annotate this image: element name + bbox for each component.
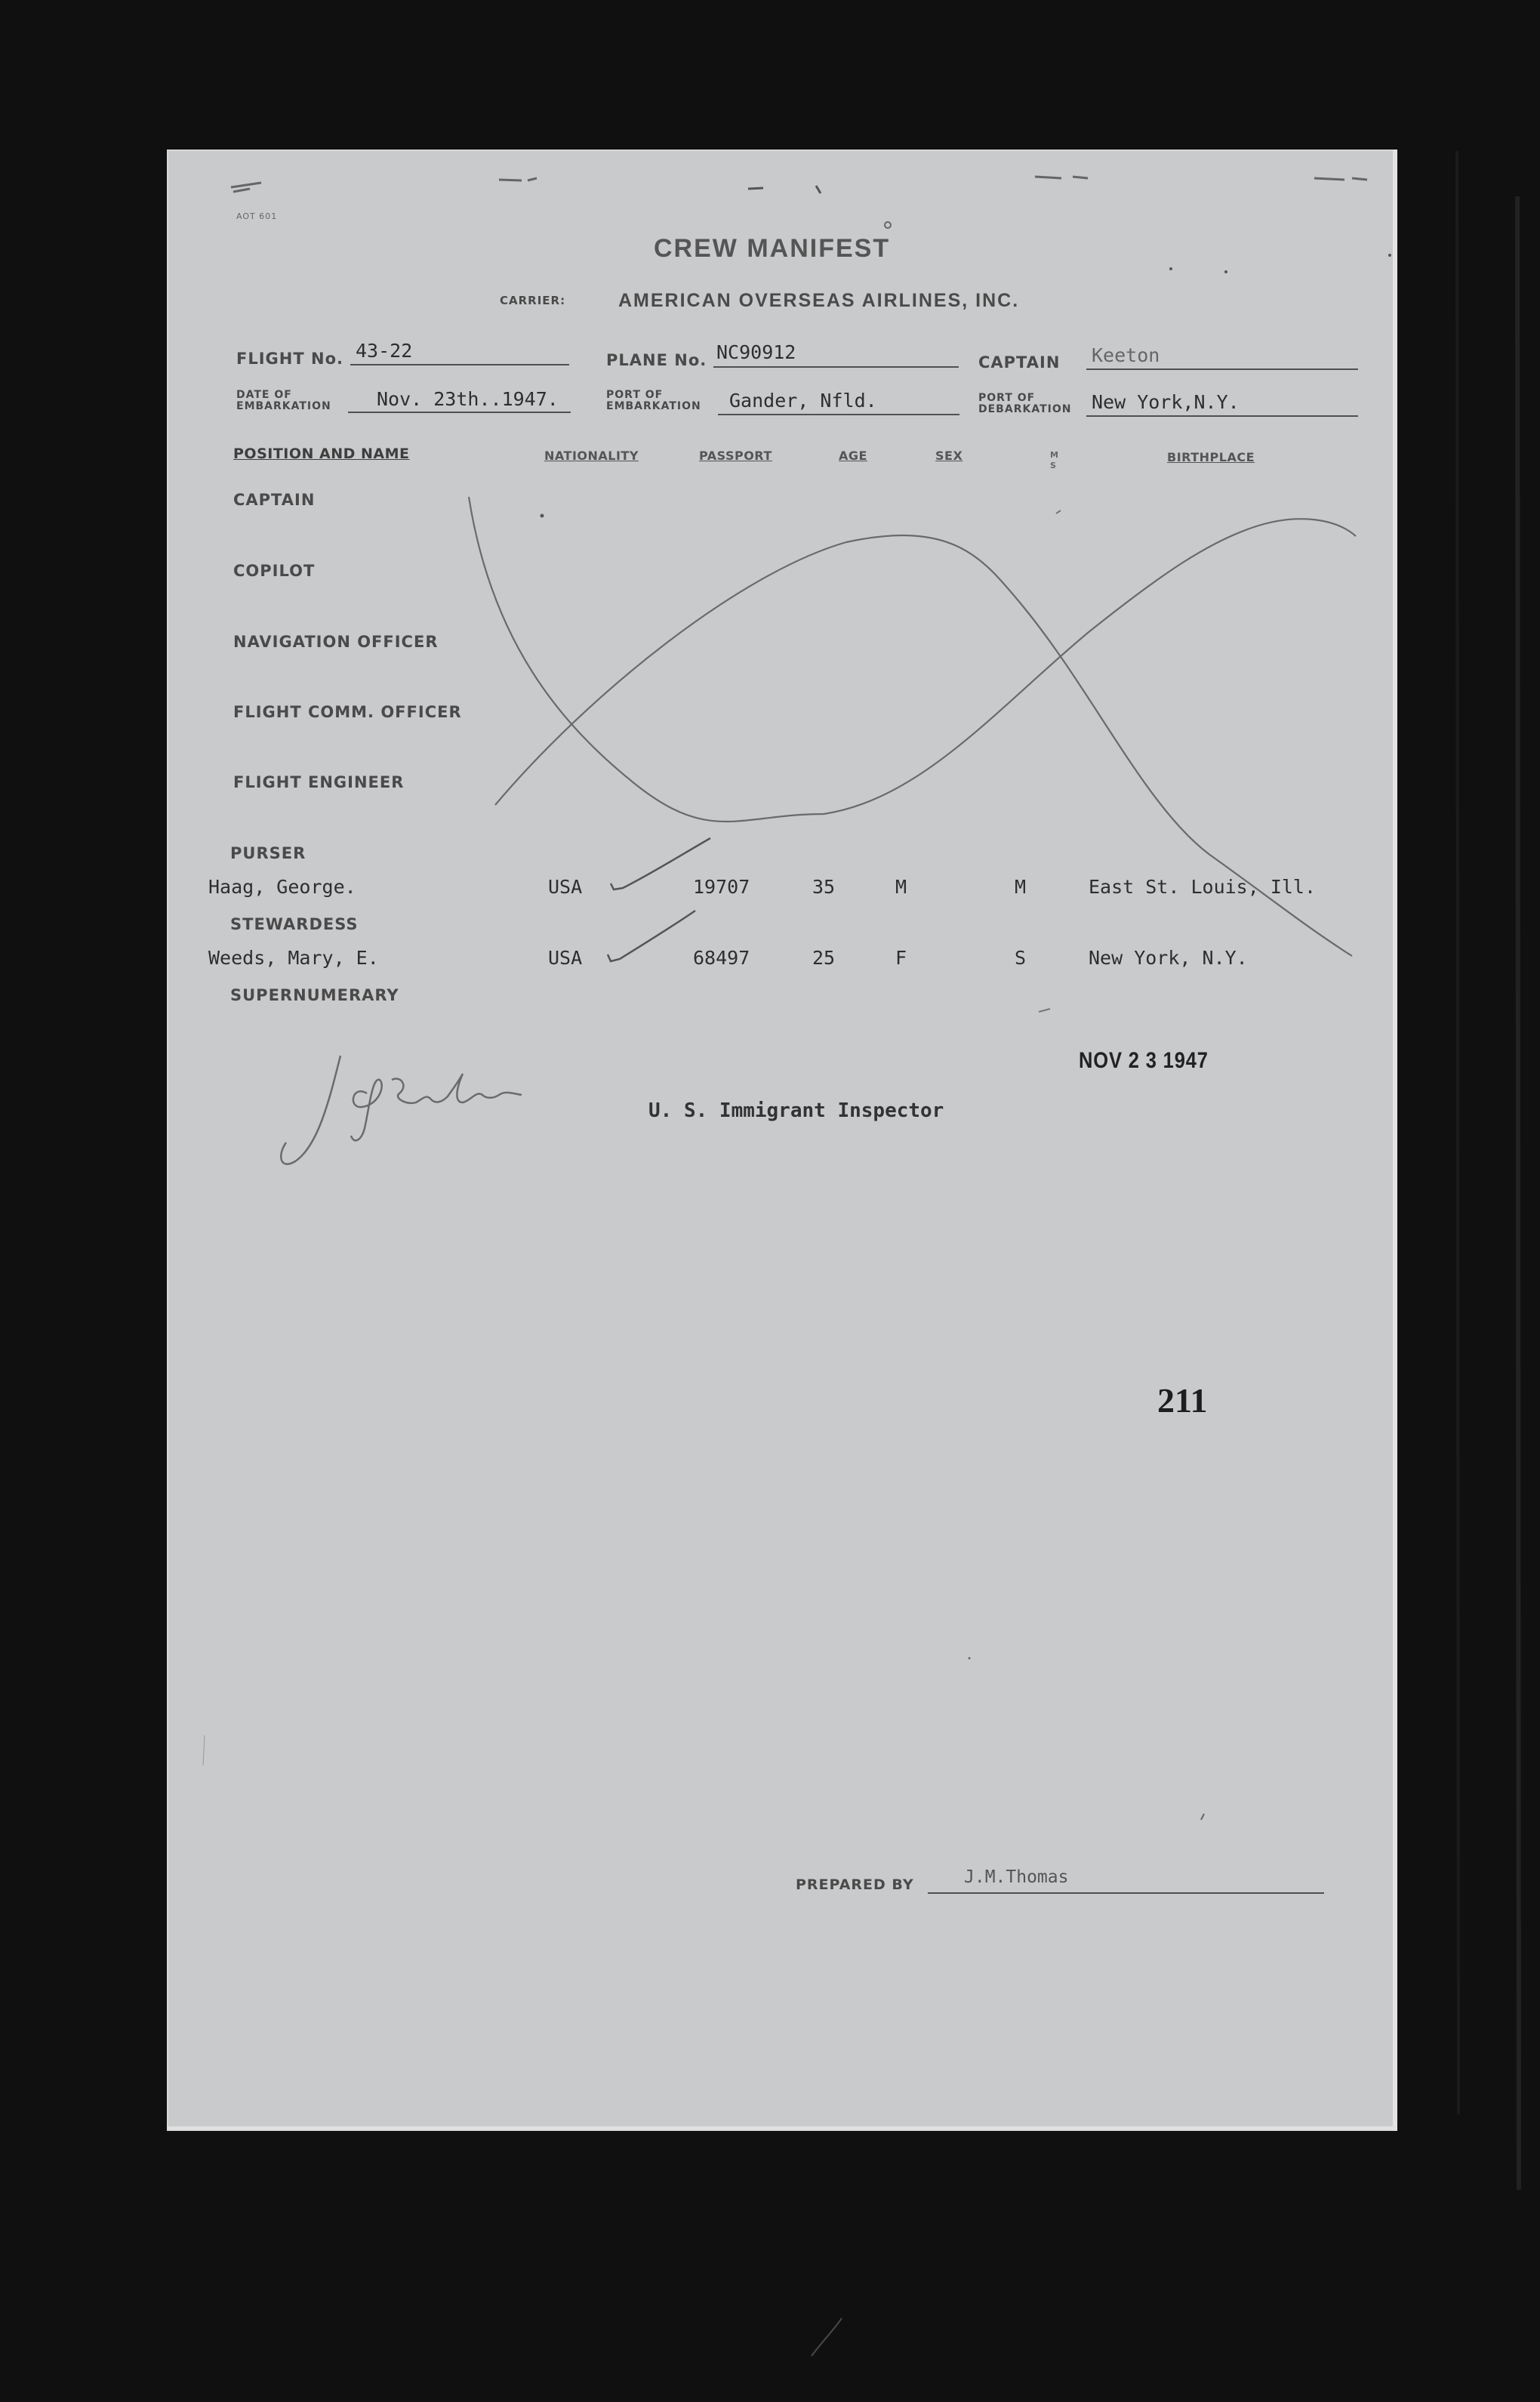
crew-age: 35 <box>812 876 836 898</box>
crew-name: Weeds, Mary, E. <box>208 947 379 969</box>
date-stamp: NOV 2 3 1947 <box>1079 1048 1209 1073</box>
crew-nationality: USA <box>548 876 583 898</box>
crew-birthplace: East St. Louis, Ill. <box>1089 876 1317 898</box>
crew-name: Haag, George. <box>208 876 356 898</box>
crew-passport: 68497 <box>693 947 750 969</box>
crew-birthplace: New York, N.Y. <box>1089 947 1248 969</box>
col-position: POSITION AND NAME <box>233 446 410 462</box>
port-emb-label-1: PORT OF <box>606 389 664 401</box>
embarkation-date: Nov. 23th..1947. <box>377 388 559 410</box>
position-stewardess: STEWARDESS <box>230 915 359 933</box>
col-marital-m: M <box>1050 450 1058 460</box>
position-navigation-officer: NAVIGATION OFFICER <box>233 633 439 651</box>
col-nationality: NATIONALITY <box>544 449 639 463</box>
col-birthplace: BIRTHPLACE <box>1167 450 1255 464</box>
captain-value: Keeton <box>1092 344 1160 366</box>
port-emb-label-2: EMBARKATION <box>606 400 701 412</box>
crew-passport: 19707 <box>693 876 750 898</box>
plane-no-label: PLANE No. <box>606 351 707 369</box>
position-captain: CAPTAIN <box>233 491 316 509</box>
crew-nationality: USA <box>548 947 583 969</box>
position-copilot: COPILOT <box>233 562 316 580</box>
crew-sex: M <box>895 876 907 898</box>
date-label-1: DATE OF <box>236 389 292 401</box>
port-deb-label-1: PORT OF <box>978 392 1036 404</box>
flight-no-label: FLIGHT No. <box>236 350 343 368</box>
port-of-debarkation: New York,N.Y. <box>1092 391 1240 413</box>
form-code: AOT 601 <box>236 211 278 221</box>
col-sex: SEX <box>935 449 963 463</box>
page-number: 211 <box>1157 1381 1208 1420</box>
port-of-embarkation: Gander, Nfld. <box>729 390 877 412</box>
prepared-by-name: J.M.Thomas <box>964 1867 1069 1887</box>
crew-marital: M <box>1015 876 1027 898</box>
captain-label: CAPTAIN <box>978 353 1061 372</box>
date-label-2: EMBARKATION <box>236 400 331 412</box>
position-flight-engineer: FLIGHT ENGINEER <box>233 773 405 791</box>
carrier-label: CARRIER: <box>500 294 566 307</box>
plane-no-value: NC90912 <box>716 341 796 363</box>
flight-no-value: 43-22 <box>356 340 413 362</box>
position-flight-comm-officer: FLIGHT COMM. OFFICER <box>233 703 462 721</box>
port-deb-label-2: DEBARKATION <box>978 403 1072 415</box>
col-marital-s: S <box>1050 461 1056 470</box>
page-title: CREW MANIFEST <box>654 234 891 263</box>
prepared-by-label: PREPARED BY <box>796 1876 914 1893</box>
position-purser: PURSER <box>230 844 306 862</box>
inspector-title: U. S. Immigrant Inspector <box>648 1099 944 1122</box>
col-passport: PASSPORT <box>699 449 772 463</box>
position-supernumerary: SUPERNUMERARY <box>230 986 399 1004</box>
col-age: AGE <box>839 449 867 463</box>
crew-marital: S <box>1015 947 1027 969</box>
crew-sex: F <box>895 947 907 969</box>
carrier-name: AMERICAN OVERSEAS AIRLINES, INC. <box>618 290 1020 311</box>
crew-age: 25 <box>812 947 836 969</box>
